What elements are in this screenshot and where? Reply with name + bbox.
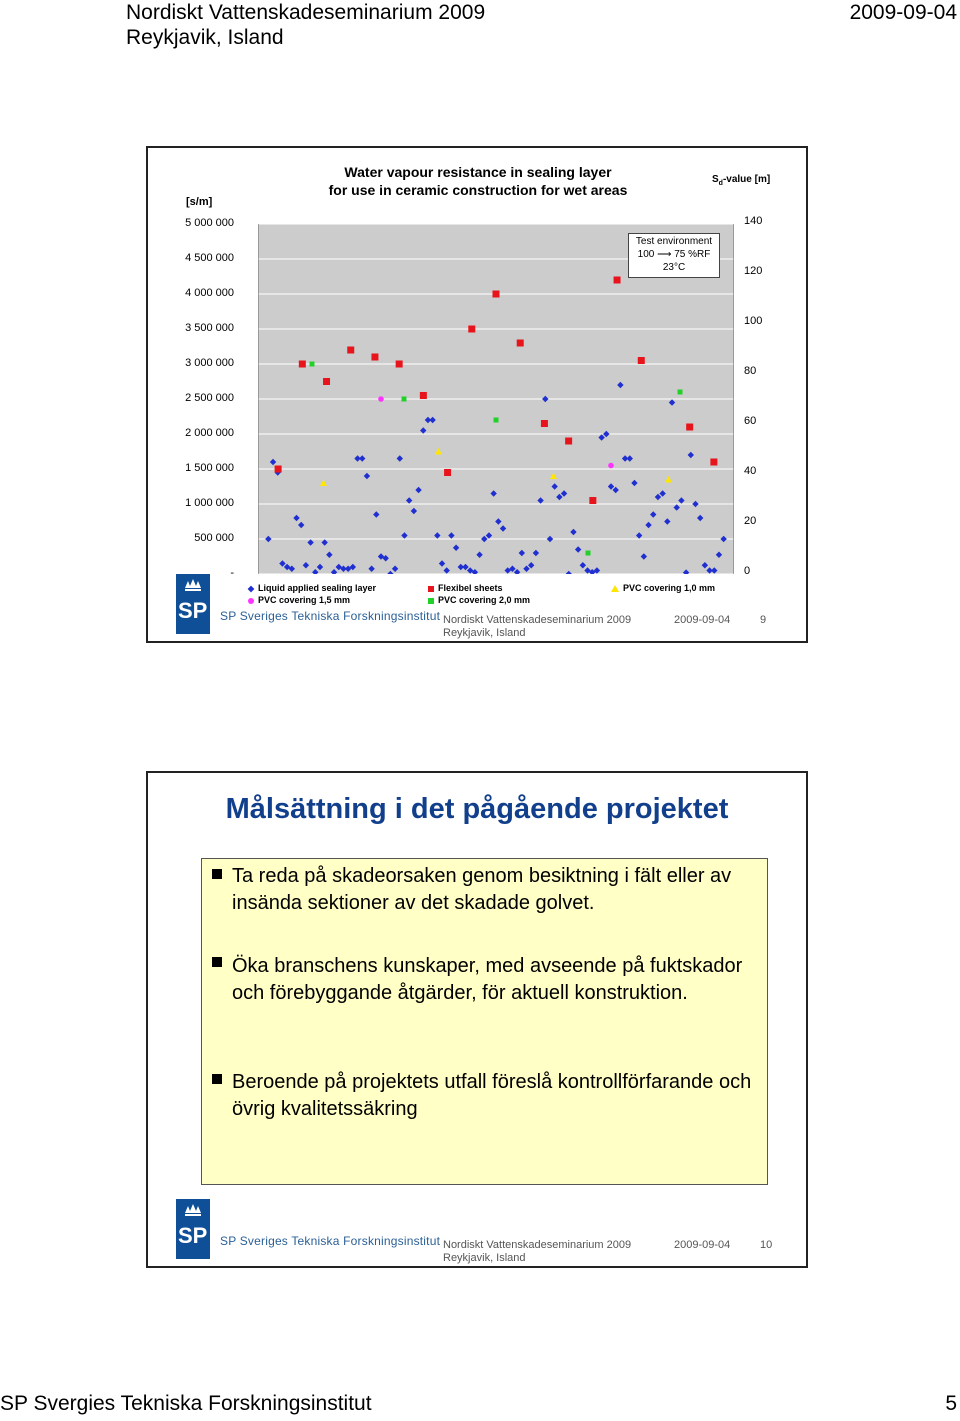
y-tick-left: 5 000 000 (185, 217, 234, 229)
sp-logo (176, 1199, 210, 1259)
y-tick-left: 1 500 000 (185, 462, 234, 474)
legend-label: PVC covering 2,0 mm (438, 595, 531, 605)
data-point-flexibel-sheets (396, 361, 403, 368)
legend-item (428, 595, 530, 605)
y-tick-left: 4 500 000 (185, 252, 234, 264)
footer-event: Nordiskt Vattenskadeseminarium 2009 (443, 1239, 632, 1251)
slide-10 (146, 771, 808, 1268)
legend-item (428, 583, 503, 593)
annotation-line3: 23°C (662, 262, 686, 273)
legend-marker-icon (428, 586, 434, 592)
data-point-flexibel-sheets (686, 424, 693, 431)
arrow-right-icon: ⟶ (657, 249, 672, 260)
data-point-pvc-covering-2-0-mm (678, 390, 683, 395)
footer-date: 2009-09-04 (674, 1239, 731, 1251)
y-tick-right: 40 (744, 465, 757, 477)
slide-9 (146, 146, 808, 643)
chart-title-line2: for use in ceramic construction for wet areas (328, 182, 628, 198)
y-tick-right: 140 (744, 215, 763, 227)
data-point-flexibel-sheets (444, 469, 451, 476)
y-tick-left: 500 000 (194, 532, 234, 544)
data-point-flexibel-sheets (710, 459, 717, 466)
data-point-flexibel-sheets (468, 326, 475, 333)
sp-logo-text: SP (178, 598, 208, 623)
sp-logo (176, 574, 210, 634)
data-point-flexibel-sheets (541, 420, 548, 427)
data-point-flexibel-sheets (638, 357, 645, 364)
y-tick-right: 60 (744, 415, 757, 427)
data-point-flexibel-sheets (275, 466, 282, 473)
footer-page-number: 10 (760, 1239, 773, 1251)
data-point-pvc-covering-1-5-mm (608, 463, 614, 469)
footer-page-number: 9 (760, 614, 767, 626)
data-point-flexibel-sheets (517, 340, 524, 347)
chart-title (308, 163, 648, 199)
legend-item (611, 583, 715, 593)
footer-location: Reykjavik, Island (443, 1252, 526, 1264)
legend-label: PVC covering 1,5 mm (258, 595, 351, 605)
data-point-pvc-covering-2-0-mm (310, 362, 315, 367)
y-tick-right: 120 (744, 265, 763, 277)
y-tick-left: 2 000 000 (185, 427, 234, 439)
legend-marker-icon (248, 585, 255, 592)
footer-location: Reykjavik, Island (443, 627, 526, 639)
annotation-line2: 100 ⟶ 75 %RF (637, 249, 711, 260)
bullet-item-3: Beroende på projektets utfall föreslå kontrollförfarande och övrig kvalitetssäkring (232, 1071, 752, 1120)
bullet-square-icon (212, 869, 222, 879)
y-axis-right-label: $S_d$-value [m] (712, 174, 771, 187)
legend-marker-icon (248, 598, 254, 604)
y-tick-left: 1 000 000 (185, 497, 234, 509)
data-point-flexibel-sheets (493, 291, 500, 298)
data-point-flexibel-sheets (565, 438, 572, 445)
legend-label: Liquid applied sealing layer (258, 583, 377, 593)
y-tick-left: 4 000 000 (185, 287, 234, 299)
page-header-location: Reykjavik, Island (126, 26, 284, 49)
chart-title-line1: Water vapour resistance in sealing layer (344, 164, 612, 180)
footer-org: SP Sveriges Tekniska Forskningsinstitut (220, 1234, 441, 1248)
legend-marker-icon (611, 585, 619, 592)
legend-item (248, 595, 350, 605)
bullet-item-2: Öka branschens kunskaper, med avseende på fuktskador och förebyggande åtgärder, för aktuell konstruktion. (232, 955, 743, 1004)
annotation-line1: Test environment (635, 236, 713, 247)
footer-org: SP Sveriges Tekniska Forskningsinstitut (220, 609, 441, 623)
y-tick-left: 3 500 000 (185, 322, 234, 334)
y-tick-right: 80 (744, 365, 757, 377)
legend-item (248, 583, 376, 593)
page-footer-number: 5 (945, 1392, 957, 1415)
data-point-flexibel-sheets (420, 392, 427, 399)
bullet-square-icon (212, 1074, 222, 1084)
y-tick-left: - (230, 567, 234, 579)
page-header-title: Nordiskt Vattenskadeseminarium 2009 (126, 1, 486, 24)
footer-date: 2009-09-04 (674, 614, 731, 626)
y-tick-right: 100 (744, 315, 763, 327)
data-point-flexibel-sheets (323, 378, 330, 385)
bullet-item-1: Ta reda på skadeorsaken genom besiktning i fält eller av insända sektioner av det skadade golvet. (232, 865, 732, 914)
slide-title: Målsättning i det pågående projektet (225, 793, 729, 825)
y-axis-left-label: [s/m] (186, 196, 213, 208)
data-point-pvc-covering-1-5-mm (378, 396, 384, 402)
data-point-flexibel-sheets (614, 277, 621, 284)
y-tick-right: 0 (744, 565, 751, 577)
data-point-flexibel-sheets (371, 354, 378, 361)
bullet-box (201, 858, 768, 1185)
annotation-box (628, 233, 720, 278)
data-point-pvc-covering-2-0-mm (494, 418, 499, 423)
footer-event: Nordiskt Vattenskadeseminarium 2009 (443, 614, 632, 626)
data-point-pvc-covering-2-0-mm (402, 397, 407, 402)
bullet-square-icon (212, 957, 222, 967)
data-point-flexibel-sheets (299, 361, 306, 368)
page-header-date: 2009-09-04 (849, 1, 957, 24)
data-point-pvc-covering-2-0-mm (586, 551, 591, 556)
y-tick-left: 2 500 000 (185, 392, 234, 404)
data-point-flexibel-sheets (589, 497, 596, 504)
y-tick-left: 3 000 000 (185, 357, 234, 369)
sp-logo-text: SP (178, 1223, 208, 1248)
y-tick-right: 20 (744, 515, 757, 527)
legend-label: PVC covering 1,0 mm (623, 583, 716, 593)
data-point-flexibel-sheets (347, 347, 354, 354)
legend-marker-icon (428, 598, 434, 604)
legend-label: Flexibel sheets (438, 583, 503, 593)
page-footer-org: SP Svergies Tekniska Forskningsinstitut (0, 1392, 372, 1415)
